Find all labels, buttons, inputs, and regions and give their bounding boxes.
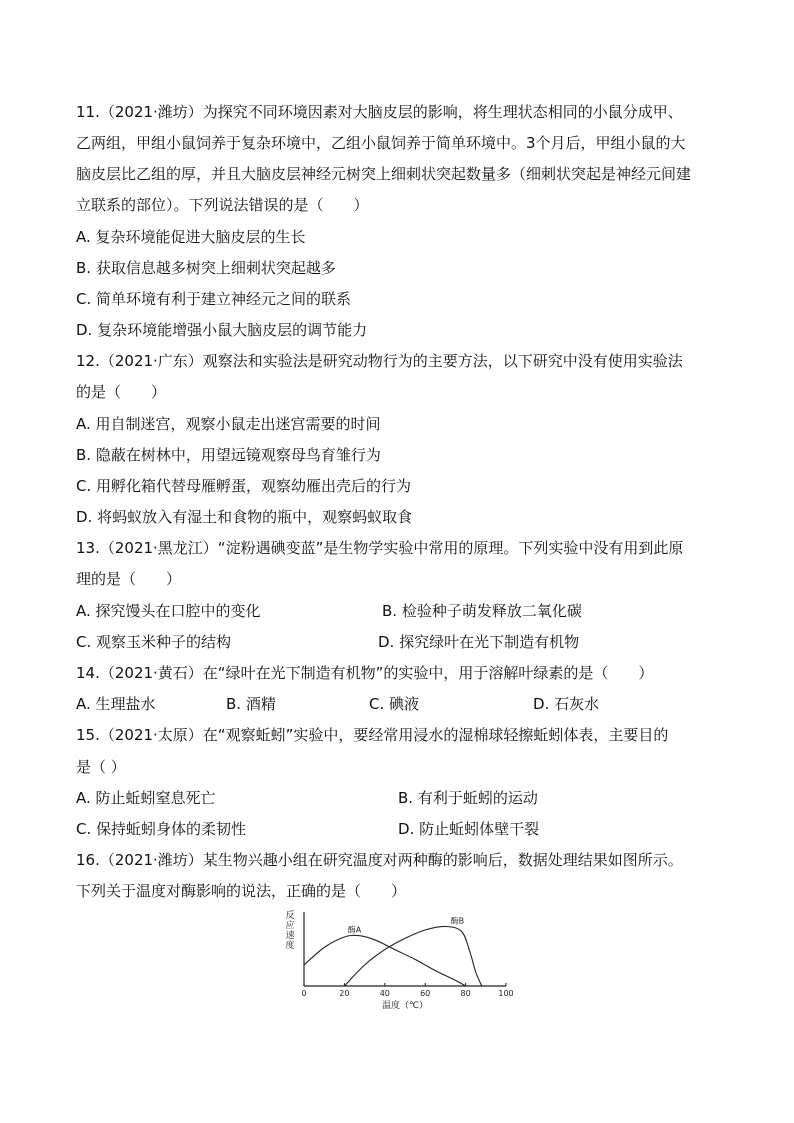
x-tick-label: 0 bbox=[301, 989, 307, 998]
x-tick-label: 100 bbox=[498, 989, 514, 998]
y-axis-label-char: 反 bbox=[285, 911, 295, 921]
q13-stem-line-1: 13.（2021·黑龙江）“淀粉遇碘变蓝”是生物学实验中常用的原理。下列实验中没有用到此原 bbox=[76, 539, 684, 557]
q11-option-a: A. 复杂环境能促进大脑皮层的生长 bbox=[76, 228, 306, 246]
q11-option-b: B. 获取信息越多树突上细刺状突起越多 bbox=[76, 259, 336, 277]
q15-stem-line-1: 15.（2021·太原）在“观察蚯蚓”实验中，要经常用浸水的湿棉球轻擦蚯蚓体表，主要目的 bbox=[76, 726, 669, 744]
q14-stem-line-1: 14.（2021·黄石）在“绿叶在光下制造有机物”的实验中，用于溶解叶绿素的是（ ） bbox=[76, 664, 654, 682]
q13-option-b: B. 检验种子萌发释放二氧化碳 bbox=[382, 602, 582, 620]
series-group bbox=[304, 916, 482, 987]
q11-stem-line-2: 乙两组，甲组小鼠饲养于复杂环境中，乙组小鼠饲养于简单环境中。3个月后，甲组小鼠的大 bbox=[76, 134, 686, 152]
series-line-enzyme-a bbox=[304, 935, 466, 986]
q15-stem-line-2: 是（ ） bbox=[76, 758, 126, 776]
q15-option-a: A. 防止蚯蚓窒息死亡 bbox=[76, 789, 216, 807]
q13-stem-line-2: 理的是（ ） bbox=[76, 570, 182, 588]
x-tick-label: 40 bbox=[379, 989, 390, 998]
q12-stem-line-2: 的是（ ） bbox=[76, 383, 167, 401]
q16-stem-line-2: 下列关于温度对酶影响的说法，正确的是（ ） bbox=[76, 882, 407, 900]
q11-stem-line-4: 立联系的部位）。下列说法错误的是（ ） bbox=[76, 196, 369, 214]
q12-stem-line-1: 12.（2021·广东）观察法和实验法是研究动物行为的主要方法，以下研究中没有使用实验法 bbox=[76, 352, 683, 370]
y-axis-label-char: 速 bbox=[285, 931, 295, 941]
x-tick-label: 20 bbox=[339, 989, 350, 998]
series-line-enzyme-b bbox=[344, 926, 481, 986]
q12-option-c: C. 用孵化箱代替母雁孵蛋，观察幼雁出壳后的行为 bbox=[76, 477, 412, 495]
q12-option-b: B. 隐蔽在树林中，用望远镜观察母鸟育雏行为 bbox=[76, 446, 381, 464]
q14-option-b: B. 酒精 bbox=[226, 695, 276, 713]
q11-stem-line-3: 脑皮层比乙组的厚，并且大脑皮层神经元树突上细刺状突起数量多（细刺状突起是神经元间建 bbox=[76, 165, 692, 183]
q12-option-d: D. 将蚂蚁放入有湿土和食物的瓶中，观察蚂蚁取食 bbox=[76, 508, 413, 526]
series-label-enzyme-a: 酶A bbox=[347, 925, 362, 935]
q16-stem-line-1: 16.（2021·潍坊）某生物兴趣小组在研究温度对两种酶的影响后，数据处理结果如图所示。 bbox=[76, 851, 683, 869]
q15-option-b: B. 有利于蚯蚓的运动 bbox=[398, 789, 538, 807]
q13-option-c: C. 观察玉米种子的结构 bbox=[76, 633, 232, 651]
chart-svg bbox=[268, 906, 528, 1010]
series-label-enzyme-b: 酶B bbox=[450, 916, 465, 926]
enzyme-temperature-chart bbox=[268, 906, 528, 1010]
q14-option-a: A. 生理盐水 bbox=[76, 695, 156, 713]
q11-stem-line-1: 11.（2021·潍坊）为探究不同环境因素对大脑皮层的影响，将生理状态相同的小鼠分成甲、 bbox=[76, 103, 683, 121]
x-axis-label: 温度（℃） bbox=[381, 1001, 429, 1010]
q13-option-a: A. 探究馒头在口腔中的变化 bbox=[76, 602, 261, 620]
q15-option-d: D. 防止蚯蚓体壁干裂 bbox=[398, 820, 540, 838]
q11-option-c: C. 简单环境有利于建立神经元之间的联系 bbox=[76, 290, 352, 308]
q14-option-d: D. 石灰水 bbox=[533, 695, 600, 713]
x-tick-label: 60 bbox=[420, 989, 431, 998]
y-axis-label-char: 度 bbox=[285, 941, 295, 951]
q11-option-d: D. 复杂环境能增强小鼠大脑皮层的调节能力 bbox=[76, 321, 368, 339]
q12-option-a: A. 用自制迷宫，观察小鼠走出迷宫需要的时间 bbox=[76, 415, 381, 433]
q14-option-c: C. 碘液 bbox=[369, 695, 420, 713]
y-axis-label bbox=[285, 909, 294, 951]
q13-option-d: D. 探究绿叶在光下制造有机物 bbox=[378, 633, 580, 651]
x-tick-label: 80 bbox=[460, 989, 471, 998]
q15-option-c: C. 保持蚯蚓身体的柔韧性 bbox=[76, 820, 247, 838]
y-axis-label-char: 应 bbox=[285, 921, 295, 931]
